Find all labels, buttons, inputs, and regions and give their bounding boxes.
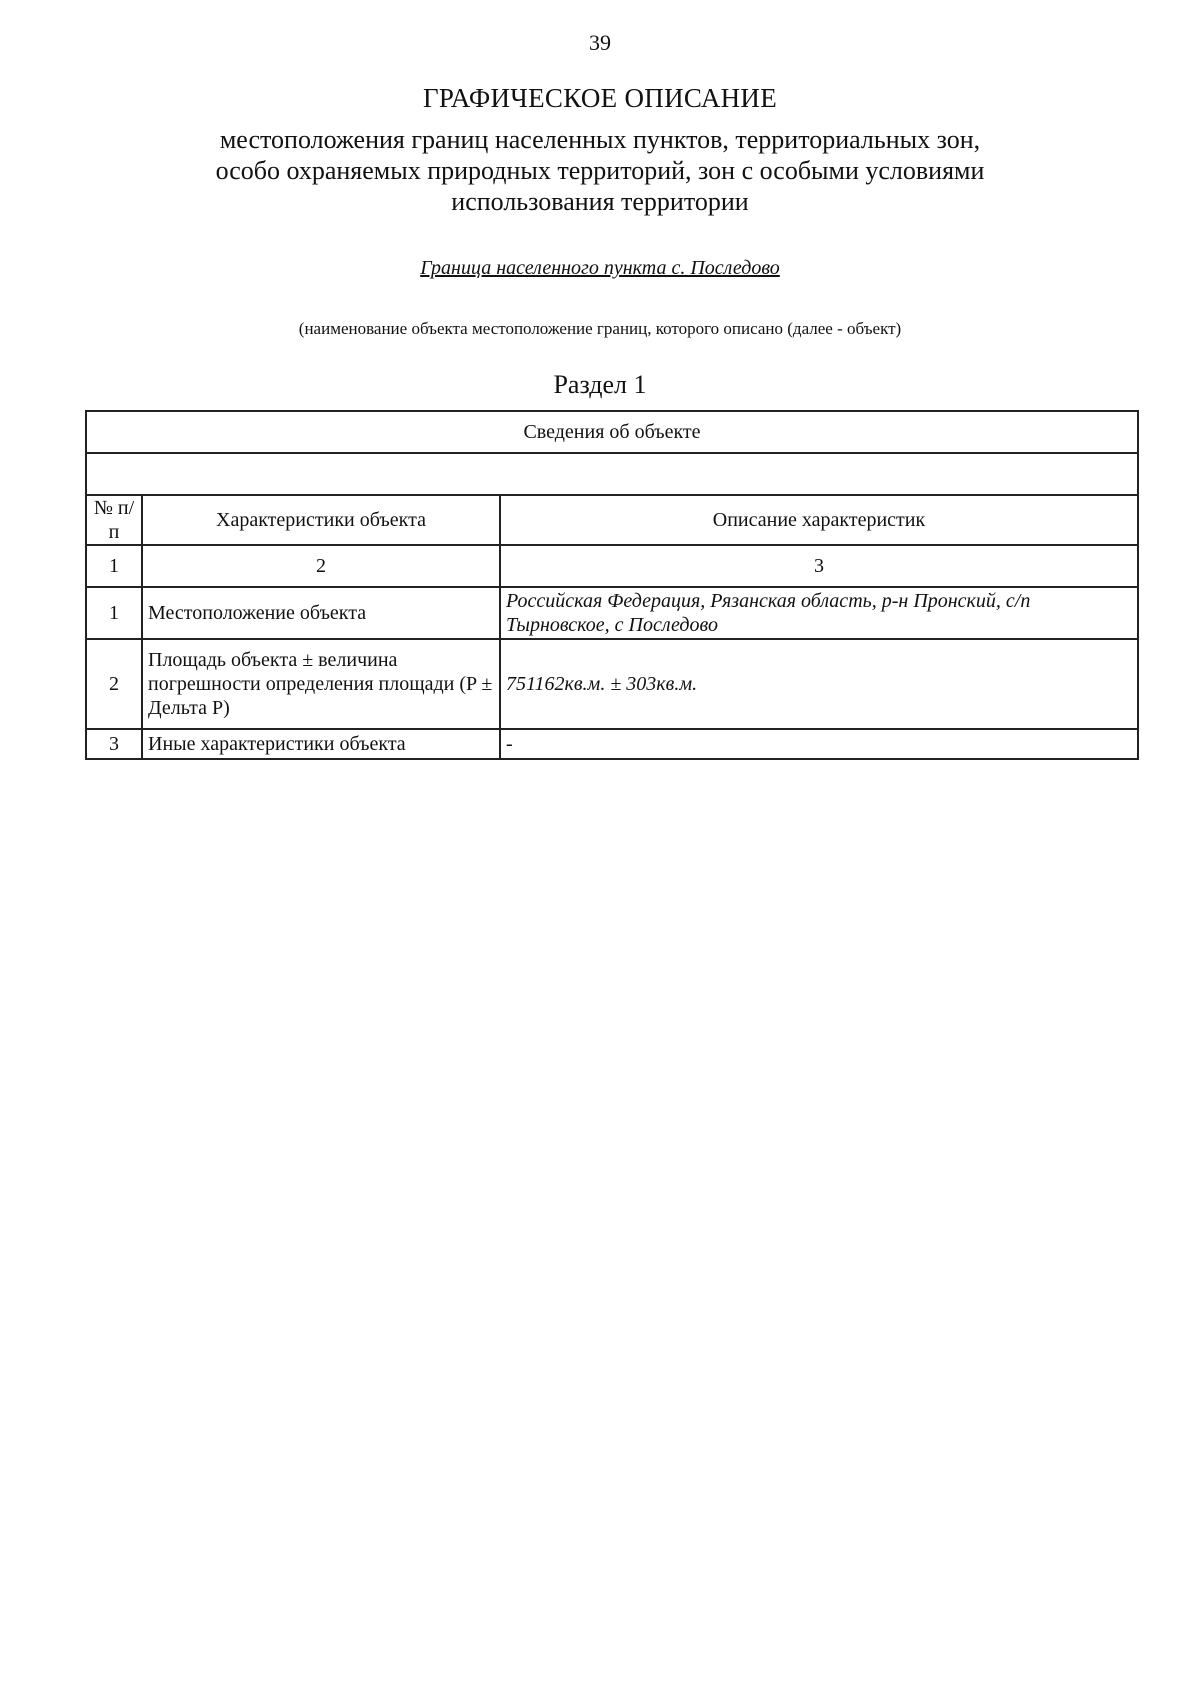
- column-number-1: 1: [86, 545, 142, 587]
- table-header-cell: Сведения об объекте: [86, 411, 1138, 453]
- object-caption: (наименование объекта местоположение границ, которого описано (далее - объект): [298, 319, 902, 338]
- table-header-row: [86, 411, 1138, 453]
- column-number-3: 3: [500, 545, 1138, 587]
- column-header-description: Описание характеристик: [500, 495, 1138, 545]
- row-number: 1: [86, 587, 142, 639]
- row-description: -: [500, 729, 1138, 759]
- table-empty-cell: [86, 453, 1138, 495]
- object-name: Граница населенного пункта с. Последово: [420, 257, 780, 279]
- table-row: [86, 639, 1138, 729]
- column-number-2: 2: [142, 545, 500, 587]
- table-empty-row: [86, 453, 1138, 495]
- column-header-num: № п/п: [86, 495, 142, 545]
- row-number: 2: [86, 639, 142, 729]
- table-row: [86, 587, 1138, 639]
- row-characteristic: Иные характеристики объекта: [142, 729, 500, 759]
- row-characteristic: Площадь объекта ± величина погрешности определения площади (P ± Дельта P): [142, 639, 500, 729]
- section-title: Раздел 1: [553, 370, 647, 399]
- row-characteristic: Местоположение объекта: [142, 587, 500, 639]
- table-row: [86, 729, 1138, 759]
- document-title: ГРАФИЧЕСКОЕ ОПИСАНИЕ: [422, 83, 778, 113]
- column-header-characteristic: Характеристики объекта: [142, 495, 500, 545]
- table-column-names-row: [86, 495, 1138, 545]
- row-description: 751162кв.м. ± 303кв.м.: [500, 639, 1138, 729]
- row-number: 3: [86, 729, 142, 759]
- page-number: 39: [589, 30, 611, 55]
- row-description: Российская Федерация, Рязанская область, р-н Пронский, с/п Тырновское, с Последово: [500, 587, 1138, 639]
- table-column-numbers-row: [86, 545, 1138, 587]
- object-info-table: [85, 410, 1139, 760]
- document-subtitle: местоположения границ населенных пунктов, территориальных зон, особо охраняемых природных территорий, зон с особыми условиями использования территории: [215, 125, 985, 216]
